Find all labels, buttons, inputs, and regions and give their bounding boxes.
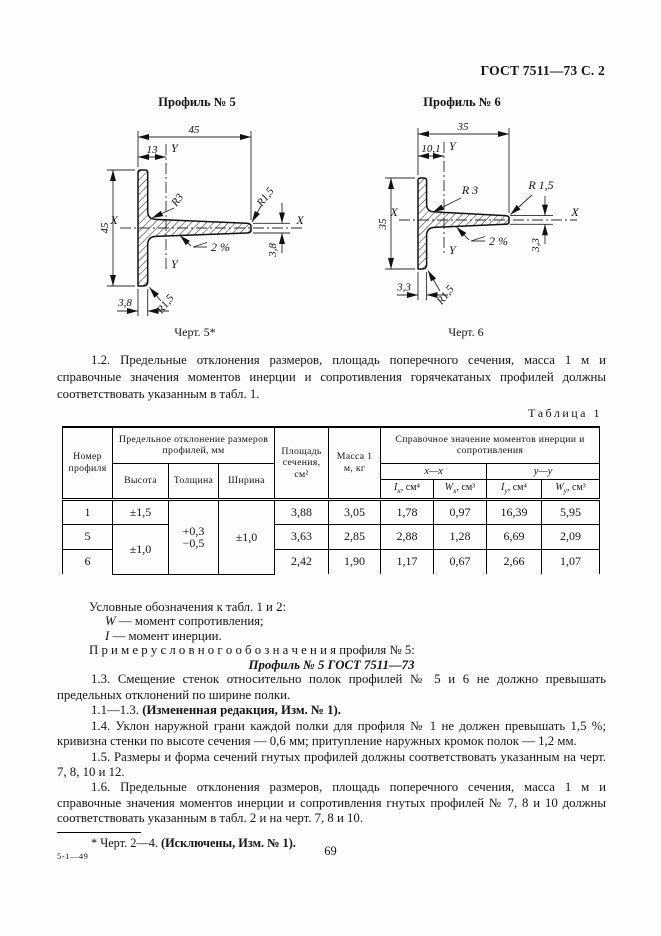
table-row <box>63 524 600 549</box>
dim-flange-offset: 13 <box>146 144 158 156</box>
cell-width-all: ±1,0 <box>219 499 275 574</box>
cell-num-6: 6 <box>63 549 113 574</box>
paragraph-1-6: 1.6. Предельные отклонения размеров, площадь поперечного сечения, масса 1 м и справочные значения моментов инерции и сопротивления гнутых профилей № 7, 8 и 10 должны соответствовать указанным в табл. 2 и на черт. 7, 8 и 10. <box>57 780 606 826</box>
ix-unit: , см⁴ <box>400 481 420 493</box>
axis-y-top-label: Y <box>171 141 178 155</box>
profile-5-drawing <box>94 114 344 322</box>
cell-iy-6: 2,66 <box>487 549 542 574</box>
cell-thickness-all <box>169 499 219 574</box>
main-text-block <box>57 352 606 851</box>
table-row <box>63 499 600 524</box>
page-number: 69 <box>324 844 337 858</box>
header-mass: Масса 1 м, кг <box>329 427 381 499</box>
header-width: Ширина <box>219 463 275 499</box>
wx-unit: , см³ <box>456 481 476 493</box>
print-code: 5-1—49 <box>57 851 89 861</box>
dim-flange-thickness: 3,8 <box>267 243 279 257</box>
iy-subscript: y <box>504 485 508 495</box>
figure-5-caption: Черт. 5* <box>174 325 216 339</box>
cell-num-5: 5 <box>63 524 113 549</box>
ix-subscript: x <box>397 485 401 495</box>
radius-tip-label: R1,5 <box>254 185 277 209</box>
legend-w-text: — момент сопротивления; <box>115 614 264 629</box>
radius-inner-label: R3 <box>169 191 187 209</box>
wx-subscript: x <box>453 485 457 495</box>
axis-y-bottom-label: Y <box>449 243 456 257</box>
p113-prefix: 1.1—1.3. <box>91 703 143 718</box>
footnote-amendment: (Исключены, Изм. № 1). <box>161 835 296 850</box>
dim-stem-thickness: 3,3 <box>397 281 411 294</box>
header-thickness: Толщина <box>169 463 219 499</box>
cell-height-1: ±1,5 <box>113 499 169 524</box>
cell-wy-6: 1,07 <box>542 549 600 574</box>
axis-x-right-label: X <box>296 213 304 227</box>
cell-wy-1: 5,95 <box>542 499 600 524</box>
dim-top-width: 35 <box>457 121 469 133</box>
table-label: Таблица 1 <box>528 406 602 420</box>
cell-num-1: 1 <box>63 499 113 524</box>
cell-ix-6: 1,17 <box>381 549 434 574</box>
p113-amendment: (Измененная редакция, Изм. № 1). <box>142 703 341 718</box>
paragraph-1-3: 1.3. Смещение стенок относительно полок профилей № 5 и 6 не должно превышать предельных отклонений по ширине полки. <box>57 672 606 702</box>
header-ix <box>381 479 434 499</box>
header-axis-xx <box>381 463 487 479</box>
dim-flange-offset: 10,1 <box>421 143 441 155</box>
figure-5-title: Профиль № 5 <box>158 95 236 109</box>
legend-item-w <box>57 614 606 629</box>
radius-inner-label: R 3 <box>461 183 479 197</box>
cell-wx-1: 0,97 <box>434 499 487 524</box>
cell-wx-5: 1,28 <box>434 524 487 549</box>
axis-x-left-label: X <box>110 213 118 227</box>
profile-5-dimension-labels <box>99 124 304 317</box>
wy-subscript: y <box>563 485 567 495</box>
axis-y-bottom-label: Y <box>171 257 178 271</box>
example-designation-value: Профиль № 5 ГОСТ 7511—73 <box>248 657 415 672</box>
dim-height: 45 <box>99 222 111 234</box>
legend-item-i <box>57 629 606 644</box>
legend-i-text: — момент инерции. <box>109 628 222 643</box>
paragraph-1-5: 1.5. Размеры и форма сечений гнутых профилей должны соответствовать указанным на черт. 7, 8, 10 и 12. <box>57 749 606 779</box>
slope-label: 2 % <box>489 234 508 248</box>
profiles-table <box>62 426 600 575</box>
iy-unit: , см⁴ <box>507 481 527 493</box>
dim-top-width: 45 <box>188 124 200 136</box>
header-height: Высота <box>113 463 169 499</box>
header-wy <box>542 479 600 499</box>
header-profile-number: Номер профиля <box>63 427 113 499</box>
wy-symbol: W <box>555 481 564 493</box>
cell-wx-6: 0,67 <box>434 549 487 574</box>
wx-symbol: W <box>444 481 454 493</box>
cell-iy-5: 6,69 <box>487 524 542 549</box>
example-designation-label: П р и м е р у с л о в н о г о о б о з н а ч е н и я профиля № 5: <box>89 643 415 658</box>
cell-ix-1: 1,78 <box>381 499 434 524</box>
axis-yy-text: y—y <box>533 465 553 477</box>
symbol-w: W <box>105 614 116 629</box>
paragraph-1-2: 1.2. Предельные отклонения размеров, площадь поперечного сечения, масса 1 м и справочные значения моментов инерции и сопротивления горячекатаных профилей должны соответствовать указанным в табл. 1. <box>57 353 606 401</box>
cell-mass-5: 2,85 <box>329 524 381 549</box>
iy-symbol: I <box>501 481 505 493</box>
legend-block <box>57 600 606 673</box>
cell-ix-5: 2,88 <box>381 524 434 549</box>
header-reference-group: Справочное значение моментов инерции и сопротивления <box>381 427 600 463</box>
legend-title: Условные обозначения к табл. 1 и 2: <box>89 599 287 614</box>
cell-mass-1: 3,05 <box>329 499 381 524</box>
paragraph-1-4: 1.4. Уклон наружной грани каждой полки для профиля № 1 не должен превышать 1,5 %; кривизна стенки по высоте сечения — 0,6 мм; притупление наружных кромок полок — 1,2 мм. <box>57 718 606 749</box>
header-iy <box>487 479 542 499</box>
figure-6-caption: Черт. 6 <box>448 325 484 339</box>
cell-mass-6: 1,90 <box>329 549 381 574</box>
symbol-i: I <box>105 628 110 643</box>
footnote-prefix: * Черт. 2—4. <box>91 835 161 850</box>
footnote-rule <box>57 832 141 833</box>
cell-iy-1: 16,39 <box>487 499 542 524</box>
figure-6-title: Профиль № 6 <box>423 95 501 109</box>
cell-area-1: 3,88 <box>275 499 329 524</box>
cell-area-6: 2,42 <box>275 549 329 574</box>
cell-wy-5: 2,09 <box>542 524 600 549</box>
header-area: Площадь сечения, см² <box>275 427 329 499</box>
header-deviation-group: Предельное отклонение размеров профилей, мм <box>113 427 275 463</box>
dim-stem-thickness: 3,8 <box>118 297 132 309</box>
paragraph-1-1-1-3 <box>57 703 606 718</box>
dim-height: 35 <box>377 218 389 230</box>
cell-area-5: 3,63 <box>275 524 329 549</box>
cell-height-5-6: ±1,0 <box>113 524 169 574</box>
page-title: ГОСТ 7511—73 С. 2 <box>480 63 605 78</box>
thickness-minus: −0,5 <box>182 536 205 550</box>
radius-bottom-label: R1,5 <box>434 283 457 307</box>
header-axis-yy <box>487 463 600 479</box>
axis-x-right-label: X <box>571 205 579 219</box>
slope-label: 2 % <box>211 240 230 254</box>
wy-unit: , см³ <box>567 481 586 493</box>
radius-bottom-label: R1,5 <box>154 292 177 316</box>
profile-6-drawing <box>371 114 621 314</box>
thickness-plus: +0,3 <box>182 524 205 538</box>
ix-symbol: I <box>394 481 398 493</box>
axis-y-top-label: Y <box>449 139 456 153</box>
axis-xx-text: x—x <box>424 465 443 477</box>
axis-x-left-label: X <box>390 205 398 219</box>
radius-tip-label: R 1,5 <box>528 178 554 192</box>
header-wx <box>434 479 487 499</box>
dim-flange-thickness: 3,3 <box>530 238 542 252</box>
